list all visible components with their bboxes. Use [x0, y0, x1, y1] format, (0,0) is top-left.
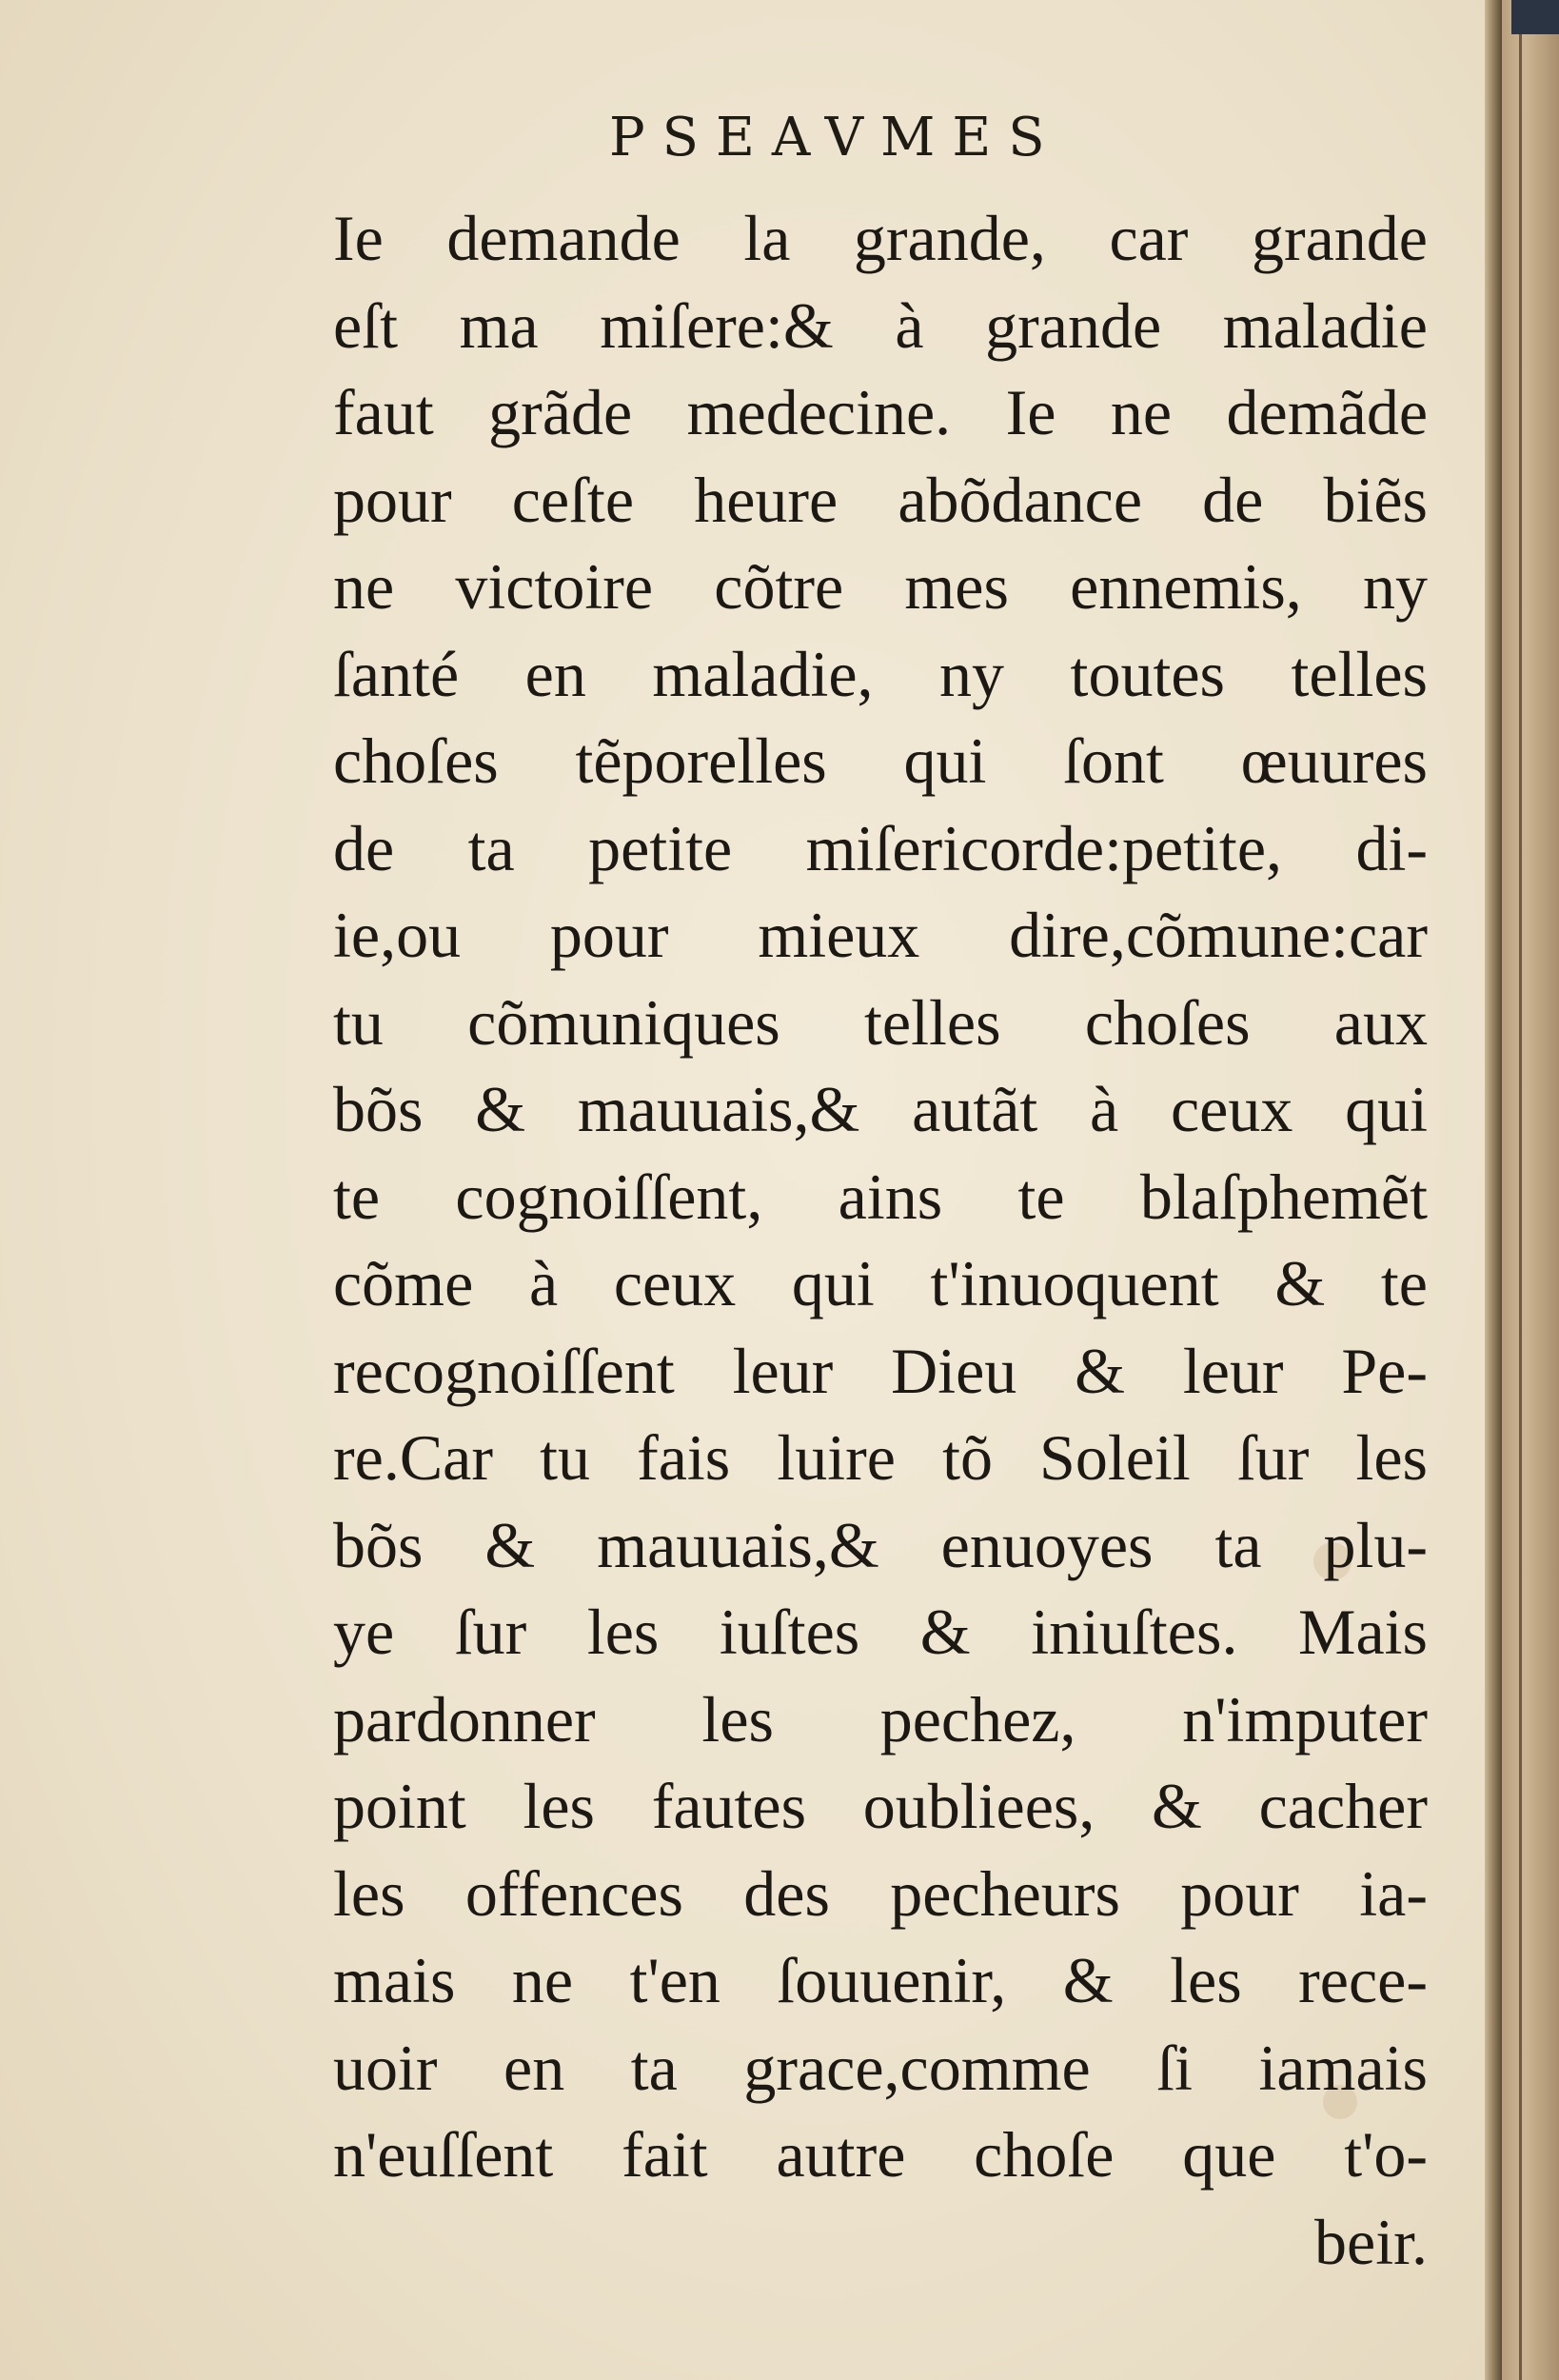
text-line: ye ſur les iuſtes & iniuſtes. Mais	[333, 1596, 1428, 1668]
text-line: ie,ou pour mieux dire,cõmune:car	[333, 899, 1428, 971]
text-line: bõs & mauuais,& enuoyes ta plu-	[333, 1508, 1428, 1581]
text-line: pour ceſte heure abõdance de biẽs	[333, 463, 1428, 536]
text-line: re.Car tu fais luire tõ Soleil ſur les	[333, 1421, 1428, 1494]
text-line: te cognoiſſent, ains te blaſphemẽt	[333, 1160, 1428, 1233]
running-header: PSEAVMES	[609, 107, 1062, 169]
book-edge-line	[1519, 0, 1522, 2380]
text-line: mais ne t'en ſouuenir, & les rece-	[333, 1944, 1428, 2016]
text-line: recognoiſſent leur Dieu & leur Pe-	[333, 1334, 1428, 1407]
book-page-edge	[1502, 0, 1559, 2380]
text-line: ne victoire cõtre mes ennemis, ny	[333, 550, 1428, 623]
text-line: faut grãde medecine. Ie ne demãde	[333, 376, 1428, 448]
text-line: uoir en ta grace,comme ſi iamais	[333, 2031, 1428, 2104]
text-line: les offences des pecheurs pour ia-	[333, 1856, 1428, 1930]
cover-corner	[1511, 0, 1559, 34]
page-gutter-shadow	[1485, 0, 1502, 2380]
text-line: de ta petite miſericorde:petite, di-	[333, 811, 1428, 884]
text-line: bõs & mauuais,& autãt à ceux qui	[333, 1073, 1428, 1145]
body-text	[333, 195, 1428, 2286]
text-line: Ie demande la grande, car grande	[333, 202, 1428, 274]
text-line: eſt ma miſere:& à grande maladie	[333, 288, 1428, 362]
text-line: n'euſſent fait autre choſe que t'o-	[333, 2118, 1428, 2191]
text-line: choſes tẽporelles qui ſont œuures	[333, 724, 1428, 797]
text-line: pardonner les pechez, n'imputer	[333, 1682, 1428, 1755]
text-line: ſanté en maladie, ny toutes telles	[333, 637, 1428, 710]
text-line: tu cõmuniques telles choſes aux	[333, 985, 1428, 1059]
text-line: beir.	[1314, 2205, 1428, 2278]
text-line: cõme à ceux qui t'inuoquent & te	[333, 1247, 1428, 1319]
text-line: point les fautes oubliees, & cacher	[333, 1770, 1428, 1842]
